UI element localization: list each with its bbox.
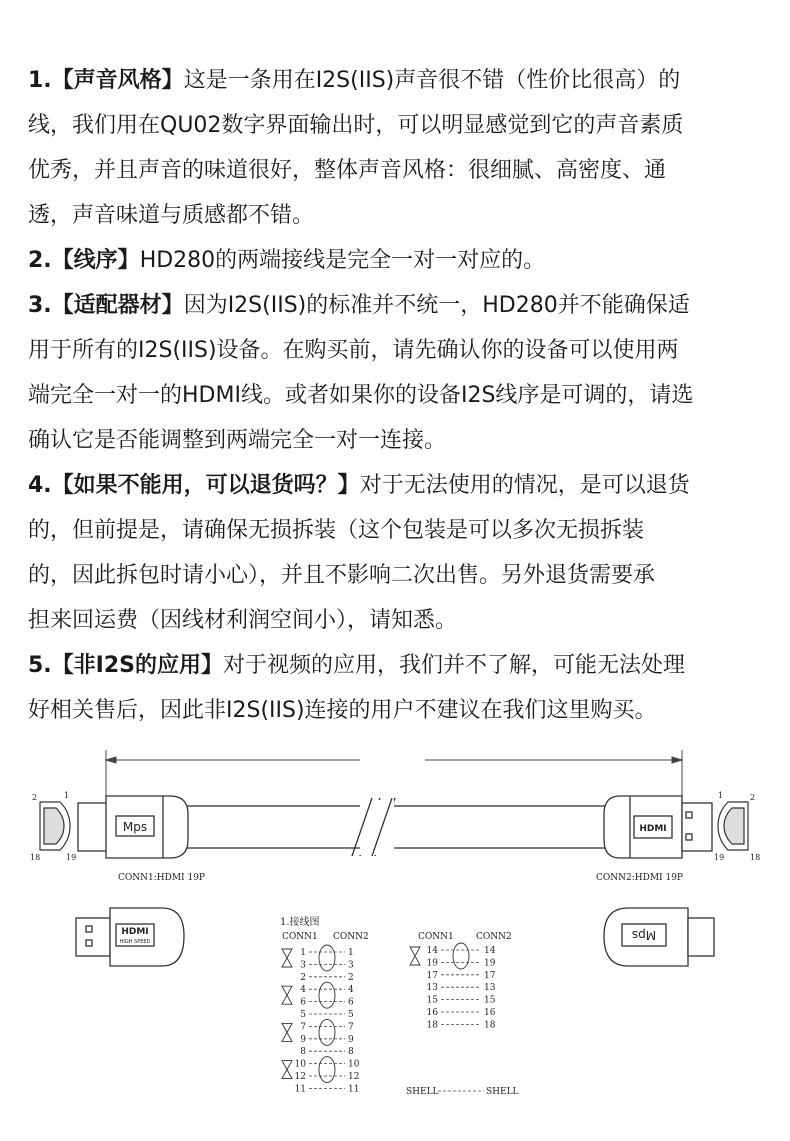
- twisted-pair-marker: [319, 1057, 335, 1083]
- brand-label-right: Mps: [631, 928, 657, 942]
- left-conn1-pin: 12: [294, 1072, 306, 1082]
- paragraph-5: [28, 643, 768, 733]
- right-conn1-pin: 13: [426, 983, 438, 994]
- right-conn2-pin: 13: [484, 983, 496, 994]
- paragraph-line: HD280的两端接线是完全一对一对应的。: [139, 248, 546, 273]
- paragraph-heading: 【非I2S的应用】: [51, 653, 224, 678]
- right-conn2-pin: 14: [484, 946, 496, 956]
- right-conn2-pin: 15: [484, 995, 496, 1006]
- hdmi-tagline-left: HIGH SPEED: [119, 939, 151, 945]
- paragraph-number: 3.: [28, 293, 52, 318]
- conn2-header-right: CONN2: [476, 932, 512, 942]
- description-text: [28, 58, 768, 733]
- pin-label: 1: [718, 791, 724, 800]
- paragraph-number: 1.: [28, 68, 52, 93]
- left-conn1-pin: 11: [294, 1084, 306, 1095]
- paragraph-line: 线，我们用在QU02数字界面输出时，可以明显感觉到它的声音素质: [28, 113, 684, 138]
- right-conn1-pin: 18: [426, 1020, 438, 1031]
- left-conn1-pin: 2: [300, 972, 306, 983]
- left-conn1-pin: 10: [294, 1059, 306, 1070]
- cable-diagram: [0, 740, 790, 1141]
- wiring-title: 1.接线图: [280, 917, 320, 928]
- left-conn1-pin: 4: [300, 985, 306, 996]
- right-conn1-pin: 15: [426, 995, 438, 1006]
- shell-label-left: SHELL: [406, 1087, 439, 1097]
- shield-bowtie-icon: [282, 986, 292, 1004]
- paragraph-line: 这是一条用在I2S(IIS)声音很不错（性价比很高）的: [183, 68, 681, 93]
- left-conn2-pin: 3: [348, 960, 354, 971]
- hdmi-logo-left: HDMI: [121, 927, 149, 937]
- right-conn1-pin: 14: [426, 946, 438, 956]
- left-conn2-pin: 10: [348, 1059, 360, 1070]
- paragraph-3: [28, 283, 768, 463]
- shell-label-right: SHELL: [486, 1087, 519, 1097]
- left-conn2-pin: 4: [348, 985, 354, 996]
- conn1-header-left: CONN1: [282, 932, 318, 942]
- twisted-pair-marker: [319, 1019, 335, 1045]
- pin-label: 18: [750, 853, 761, 862]
- left-conn2-pin: 8: [348, 1047, 354, 1058]
- hdmi-port-right-icon: [718, 802, 748, 850]
- right-conn1-pin: 19: [426, 958, 438, 969]
- paragraph-line: 确认它是否能调整到两端完全一对一连接。: [28, 428, 447, 453]
- left-conn1-pin: 7: [300, 1022, 306, 1033]
- left-conn1-pin: 1: [300, 948, 306, 958]
- right-conn1-pin: 16: [426, 1008, 438, 1018]
- shield-bowtie-icon: [282, 1023, 292, 1041]
- paragraph-line: 因为I2S(IIS)的标准并不统一，HD280并不能确保适: [183, 293, 690, 318]
- paragraph-4: [28, 463, 768, 643]
- pin-label: 1: [64, 791, 70, 800]
- right-conn2-pin: 18: [484, 1020, 496, 1031]
- left-conn1-pin: 5: [300, 1010, 306, 1020]
- conn2-header-left: CONN2: [333, 932, 369, 942]
- right-conn2-pin: 17: [484, 970, 496, 981]
- paragraph-line: 担来回运费（因线材利润空间小），请知悉。: [28, 608, 458, 633]
- left-conn1-pin: 3: [300, 960, 306, 971]
- paragraph-line: 端完全一对一的HDMI线。或者如果你的设备I2S线序是可调的，请选: [28, 383, 694, 408]
- pin-label: 2: [750, 793, 756, 802]
- paragraph-heading: 【声音风格】: [51, 68, 184, 93]
- right-conn1-pin: 17: [426, 970, 438, 981]
- left-conn1-pin: 6: [300, 997, 306, 1008]
- wiring-list-right: [410, 943, 496, 1030]
- pin-label: 19: [66, 853, 77, 862]
- paragraph-line: 对于无法使用的情况，是可以退货: [359, 473, 690, 498]
- paragraph-1: [28, 58, 768, 238]
- left-conn2-pin: 1: [348, 948, 354, 958]
- twisted-pair-marker: [319, 945, 335, 971]
- left-conn2-pin: 5: [348, 1010, 354, 1020]
- paragraph-line: 透，声音味道与质感都不错。: [28, 203, 315, 228]
- length-dimension-line: [106, 750, 682, 800]
- wiring-list-left: [282, 945, 360, 1094]
- conn1-label: CONN1:HDMI 19P: [118, 873, 205, 883]
- left-conn2-pin: 12: [348, 1072, 360, 1082]
- paragraph-2: [28, 238, 768, 283]
- paragraph-line: 好相关售后，因此非I2S(IIS)连接的用户不建议在我们这里购买。: [28, 698, 657, 723]
- paragraph-line: 对于视频的应用，我们并不了解，可能无法处理: [223, 653, 686, 678]
- left-conn1-pin: 9: [300, 1034, 306, 1045]
- hdmi-port-left-icon: [40, 802, 70, 850]
- left-conn2-pin: 9: [348, 1034, 354, 1045]
- brand-label-left: Mps: [122, 820, 148, 834]
- left-conn1-pin: 8: [300, 1047, 306, 1058]
- hdmi-logo-right: HDMI: [639, 824, 667, 834]
- paragraph-heading: 【如果不能用，可以退货吗？】: [51, 473, 360, 498]
- conn2-label: CONN2:HDMI 19P: [596, 873, 683, 883]
- paragraph-line: 优秀，并且声音的味道很好，整体声音风格：很细腻、高密度、通: [28, 158, 667, 183]
- pin-label: 19: [714, 853, 725, 862]
- connector-top-view-left: [76, 908, 184, 966]
- flat-cable: [180, 798, 610, 856]
- paragraph-number: 4.: [28, 473, 52, 498]
- paragraph-number: 5.: [28, 653, 52, 678]
- paragraph-heading: 【适配器材】: [51, 293, 184, 318]
- connector-top-view-right: [604, 908, 714, 966]
- pin-label: 2: [32, 793, 38, 802]
- shield-bowtie-icon: [282, 949, 292, 967]
- paragraph-line: 的，因此拆包时请小心），并且不影响二次出售。另外退货需要承: [28, 563, 656, 588]
- paragraph-line: 用于所有的I2S(IIS)设备。在购买前，请先确认你的设备可以使用两: [28, 338, 679, 363]
- shield-bowtie-icon: [282, 1061, 292, 1079]
- twisted-pair-marker: [319, 982, 335, 1008]
- paragraph-heading: 【线序】: [51, 248, 140, 273]
- conn1-header-right: CONN1: [418, 932, 454, 942]
- left-conn2-pin: 6: [348, 997, 354, 1008]
- pin-label: 18: [30, 853, 41, 862]
- paragraph-number: 2.: [28, 248, 52, 273]
- paragraph-line: 的，但前提是，请确保无损拆装（这个包装是可以多次无损拆装: [28, 518, 645, 543]
- shield-bowtie-icon: [410, 947, 420, 965]
- right-conn2-pin: 19: [484, 958, 496, 969]
- left-conn2-pin: 2: [348, 972, 354, 983]
- right-conn2-pin: 16: [484, 1008, 496, 1018]
- left-conn2-pin: 7: [348, 1022, 354, 1033]
- left-conn2-pin: 11: [348, 1084, 360, 1095]
- twisted-pair-marker: [453, 943, 469, 969]
